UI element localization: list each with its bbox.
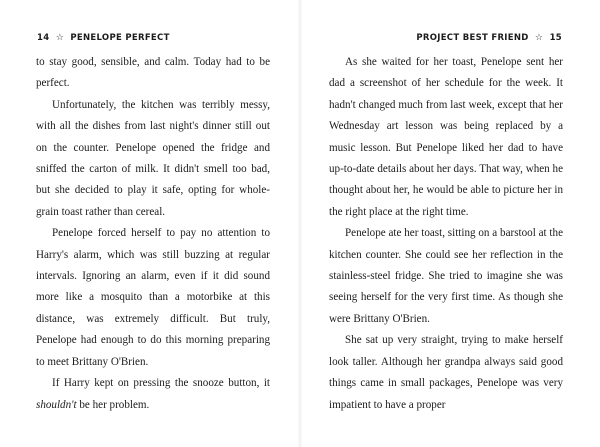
left-page-number: 14 bbox=[37, 33, 50, 43]
paragraph-text: be her problem. bbox=[76, 398, 150, 411]
paragraph: to stay good, sensible, and calm. Today had to be perfect. bbox=[36, 56, 270, 90]
paragraph: As she waited for her toast, Penelope sent her dad a screenshot of her schedule for the week. It hadn't changed much from last week, except that her Wednesday art lesson was being replaced by a music lesson. But Penelope liked her dad to have up-to-date details about her days. That way, when he thought about her, he would be able to picture her in the right place at the right time. bbox=[329, 56, 563, 218]
star-icon: ☆ bbox=[534, 33, 544, 43]
star-icon: ☆ bbox=[55, 33, 65, 43]
left-running-head-title: PENELOPE PERFECT bbox=[70, 33, 170, 43]
left-page-body bbox=[36, 52, 270, 416]
right-running-header bbox=[416, 33, 562, 43]
right-page-body bbox=[329, 52, 563, 416]
paragraph: She sat up very straight, trying to make herself look taller. Although her grandpa always said good things came in small packages, Penelope was very impatient to have a proper bbox=[329, 334, 563, 411]
left-running-header bbox=[37, 33, 170, 43]
paragraph-text: If Harry kept on pressing the snooze button, it bbox=[52, 377, 270, 390]
right-page bbox=[300, 0, 600, 447]
right-running-head-title: PROJECT BEST FRIEND bbox=[416, 33, 529, 43]
paragraph: Penelope forced herself to pay no attention to Harry's alarm, which was still buzzing at regular intervals. Ignoring an alarm, even if it did sound more like a mosquito than a motorbike at this distance, was extremely difficult. But truly, Penelope had enough to do this morning preparing to meet Brittany O'Brien. bbox=[36, 227, 270, 368]
paragraph: Unfortunately, the kitchen was terribly messy, with all the dishes from last night's dinner still out on the counter. Penelope opened the fridge and sniffed the carton of milk. It didn't smell too bad, but she decided to play it safe, opting for whole-grain toast rather than cereal. bbox=[36, 98, 270, 218]
right-page-number: 15 bbox=[549, 33, 562, 43]
paragraph: Penelope ate her toast, sitting on a barstool at the kitchen counter. She could see her reflection in the stainless-steel fridge. She tried to imagine she was seeing herself for the very first time. As though she were Brittany O'Brien. bbox=[329, 227, 563, 325]
emphasized-word: shouldn't bbox=[36, 398, 77, 411]
paragraph bbox=[36, 373, 270, 416]
